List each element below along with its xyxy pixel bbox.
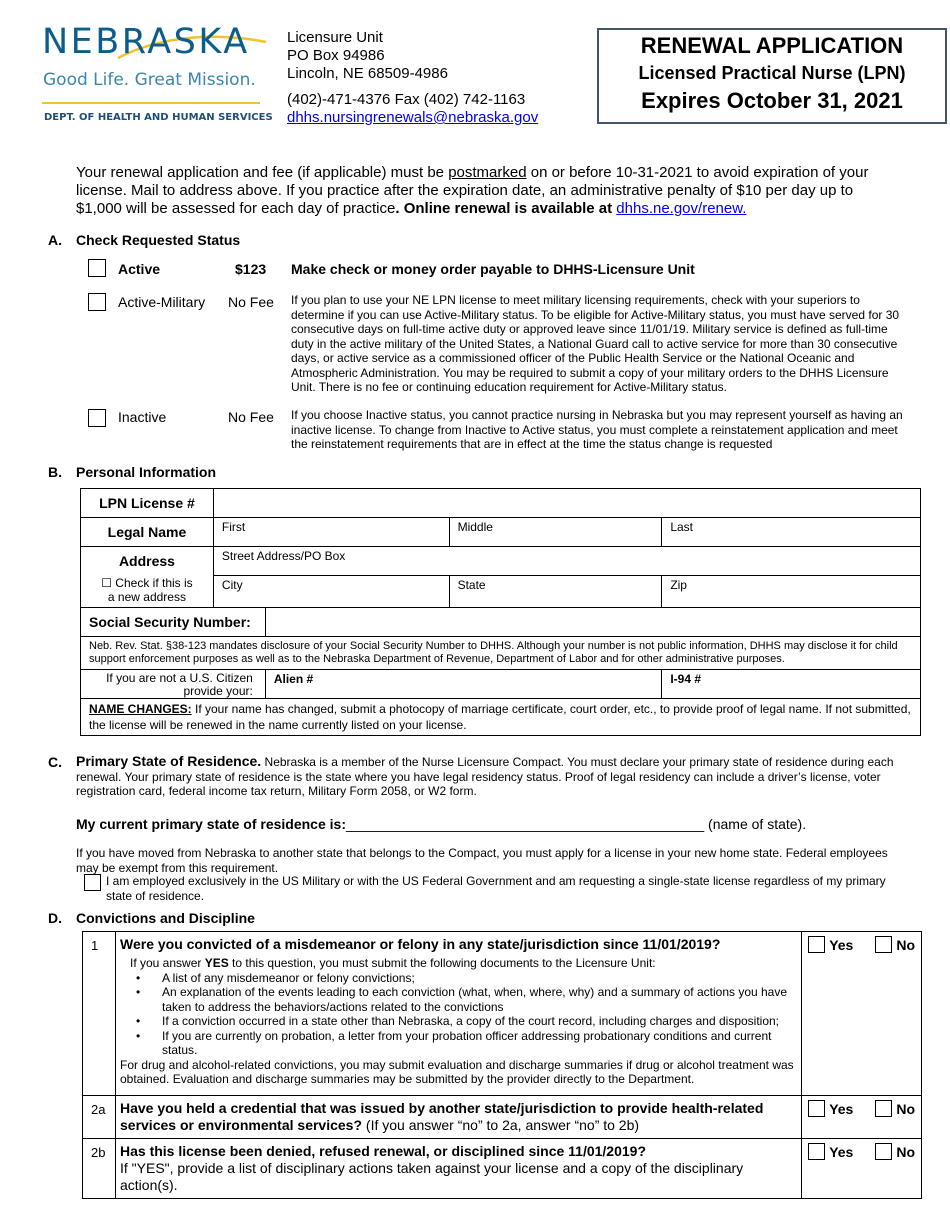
- q2a-no-checkbox[interactable]: [875, 1100, 892, 1117]
- logo-tagline: Good Life. Great Mission.: [43, 70, 256, 90]
- logo-wordmark: NEBRASKA: [42, 22, 250, 62]
- list-item: • A list of any misdemeanor or felony convictions;: [134, 971, 797, 986]
- question-number: 2a: [83, 1096, 116, 1139]
- question-number: 2b: [83, 1139, 116, 1199]
- question-2b: Has this license been denied, refused renewal, or disciplined since 11/01/2019? If "YES", provide a list of disciplinary actions taken against your license and a copy of the disciplinary action(s).: [116, 1139, 802, 1199]
- address-line: Lincoln, NE 68509-4986: [287, 65, 448, 82]
- new-address-check[interactable]: ☐ Check if this is a new address: [81, 576, 214, 608]
- address-label: Address: [81, 547, 214, 576]
- q2a-answer: Yes No: [802, 1096, 922, 1139]
- license-label: LPN License #: [81, 489, 214, 518]
- section-b-title: Personal Information: [76, 464, 217, 480]
- convictions-table: [82, 931, 922, 1199]
- section-a-title: Check Requested Status: [76, 232, 241, 248]
- list-item: • An explanation of the events leading to each conviction (what, when, where, why) and a summary of actions you have taken to address the behaviors/actions related to the convictions: [134, 985, 797, 1014]
- name-changes-note: NAME CHANGES: If your name has changed, submit a photocopy of marriage certificate, court order, etc., to provide proof of legal name. If not submitted, the license will be renewed in the name currently listed on your license.: [81, 699, 921, 736]
- personal-info-table: [80, 488, 921, 736]
- federal-employee-checkbox[interactable]: [84, 874, 101, 891]
- q1-answer: Yes No: [802, 932, 922, 1096]
- q2a-yes-checkbox[interactable]: [808, 1100, 825, 1117]
- active-military-label: Active-Military: [118, 294, 206, 310]
- zip-field[interactable]: Zip: [662, 576, 921, 608]
- section-c-letter: C.: [48, 754, 62, 770]
- q2b-answer: Yes No: [802, 1139, 922, 1199]
- postmarked-emphasis: postmarked: [448, 164, 527, 181]
- inactive-note: If you choose Inactive status, you cannot practice nursing in Nebraska but you may represent yourself as having an inactive license. To change from Inactive to Active status, you must complete a reinstatement application and meet the reinstatement requirements that are in effect at the time the status change is requested: [291, 408, 903, 451]
- city-field[interactable]: City: [213, 576, 449, 608]
- expiration-date: Expires October 31, 2021: [641, 88, 903, 113]
- address-line: Licensure Unit: [287, 29, 383, 46]
- inactive-fee: No Fee: [228, 409, 274, 425]
- active-checkbox[interactable]: [88, 259, 106, 277]
- mailing-address: [287, 29, 448, 83]
- q1-no-checkbox[interactable]: [875, 936, 892, 953]
- street-field[interactable]: Street Address/PO Box: [213, 547, 920, 576]
- section-d-title: Convictions and Discipline: [76, 910, 255, 926]
- non-citizen-label: If you are not a U.S. Citizen provide your:: [81, 670, 266, 699]
- section-c-paragraph: Primary State of Residence. Nebraska is a member of the Nurse Licensure Compact. You must declare your primary state of residence during each renewal. Your primary state of residence is the state where you have legal residency status. Proof of legal residency can include a driver’s license, voter registration card, federal income tax return, Military Form 2058, or W2 form.: [76, 753, 894, 798]
- list-item: • If a conviction occurred in a state other than Nebraska, a copy of the court record, including charges and disposition;: [134, 1014, 797, 1029]
- question-1: Were you convicted of a misdemeanor or felony in any state/jurisdiction since 11/01/2019? If you answer YES to this question, you must submit the following documents to the Licensure Unit: • A list of any misdemeanor or felony convictions; • An explanation of the events leading to each conviction (what, when, where, why) and a summary of actions you have taken to address the behaviors/actions related to the convictions • If a conviction occurred in a state other than Nebraska, a copy of the court record, including charges and disposition; • If you are currently on probation, a letter from your probation officer addressing probationary conditions and current status. For drug and alcohol-related convictions, you may submit evaluation and discharge summaries if drug or alcohol treatment was obtained. Evaluation and discharge summaries may be submitted by the provider directly to the Department.: [116, 932, 802, 1096]
- state-field[interactable]: State: [449, 576, 662, 608]
- section-d-letter: D.: [48, 910, 62, 926]
- logo-dept: DEPT. OF HEALTH AND HUMAN SERVICES: [44, 112, 273, 123]
- middle-name-field[interactable]: Middle: [449, 518, 662, 547]
- active-fee: $123: [235, 261, 267, 277]
- last-name-field[interactable]: Last: [662, 518, 921, 547]
- active-military-checkbox[interactable]: [88, 293, 106, 311]
- legal-name-label: Legal Name: [81, 518, 214, 547]
- license-number-field[interactable]: [213, 489, 920, 518]
- intro-paragraph: Your renewal application and fee (if applicable) must be postmarked on or before 10-31-2021 to avoid expiration of your license. Mail to address above. If you practice after the expiration date, an administrative penalty of $10 per day up to $1,000 will be assessed for each day of practice. Online renewal is available at dhhs.ne.gov/renew.: [76, 164, 869, 217]
- inactive-checkbox[interactable]: [88, 409, 106, 427]
- email-link[interactable]: dhhs.nursingrenewals@nebraska.gov: [287, 109, 539, 126]
- q2b-yes-checkbox[interactable]: [808, 1143, 825, 1160]
- inactive-label: Inactive: [118, 409, 167, 425]
- q2b-no-checkbox[interactable]: [875, 1143, 892, 1160]
- alien-number-field[interactable]: Alien #: [265, 670, 661, 699]
- page-subtitle: Licensed Practical Nurse (LPN): [638, 63, 906, 83]
- moved-note: If you have moved from Nebraska to another state that belongs to the Compact, you must apply for a license in your new home state. Federal employees may be exempt from this requirement.: [76, 846, 888, 875]
- question-2a: Have you held a credential that was issued by another state/jurisdiction to provide health-related services or environmental services? (If you answer “no” to 2a, answer “no” to 2b): [116, 1096, 802, 1139]
- title-box: [597, 28, 947, 124]
- residence-line[interactable]: My current primary state of residence is:______________________________________________ (name of state).: [76, 816, 807, 832]
- phone-fax: (402)-471-4376 Fax (402) 742-1163: [287, 91, 526, 108]
- logo-divider: [42, 102, 260, 104]
- section-a-letter: A.: [48, 232, 62, 248]
- address-line: PO Box 94986: [287, 47, 385, 64]
- first-name-field[interactable]: First: [213, 518, 449, 547]
- active-military-note: If you plan to use your NE LPN license to meet military licensing requirements, check with your superiors to determine if you can use Active-Military status. To be eligible for Active-Military status, you must have served for 30 consecutive days on full-time active duty or approved leave since 11/01/19. Military service is defined as full-time duty in the active military of the United States, a National Guard call to active service for more than 30 consecutive days, or active service as a commissioned officer of the Public Health Service or the National Oceanic and Atmospheric Administration. You may be required to submit a copy of your military orders to the DHHS Licensure Unit. There is no fee or continuing education requirement for Active-Military status.: [291, 293, 900, 394]
- active-note: Make check or money order payable to DHHS-Licensure Unit: [291, 261, 695, 277]
- ssn-field[interactable]: [265, 608, 920, 637]
- page-title: RENEWAL APPLICATION: [640, 33, 904, 58]
- online-renewal-link[interactable]: dhhs.ne.gov/renew.: [616, 200, 747, 217]
- q1-yes-checkbox[interactable]: [808, 936, 825, 953]
- ssn-label: Social Security Number:: [81, 608, 266, 637]
- active-military-fee: No Fee: [228, 294, 274, 310]
- question-number: 1: [83, 932, 116, 1096]
- list-item: • If you are currently on probation, a letter from your probation officer addressing probationary conditions and current status.: [134, 1029, 797, 1058]
- i94-number-field[interactable]: I-94 #: [662, 670, 921, 699]
- ssn-disclosure: Neb. Rev. Stat. §38-123 mandates disclosure of your Social Security Number to DHHS. Although your number is not public information, DHHS may disclose it for child support enforcement purposes as well as to the Nebraska Department of Revenue, Department of Labor and for other administrative purposes.: [81, 637, 921, 670]
- active-label: Active: [118, 261, 161, 277]
- section-b-letter: B.: [48, 464, 62, 480]
- federal-employee-label: I am employed exclusively in the US Military or with the US Federal Government and am requesting a single-state license regardless of my primary state of residence.: [106, 874, 886, 903]
- section-c-title: Primary State of Residence.: [76, 753, 262, 769]
